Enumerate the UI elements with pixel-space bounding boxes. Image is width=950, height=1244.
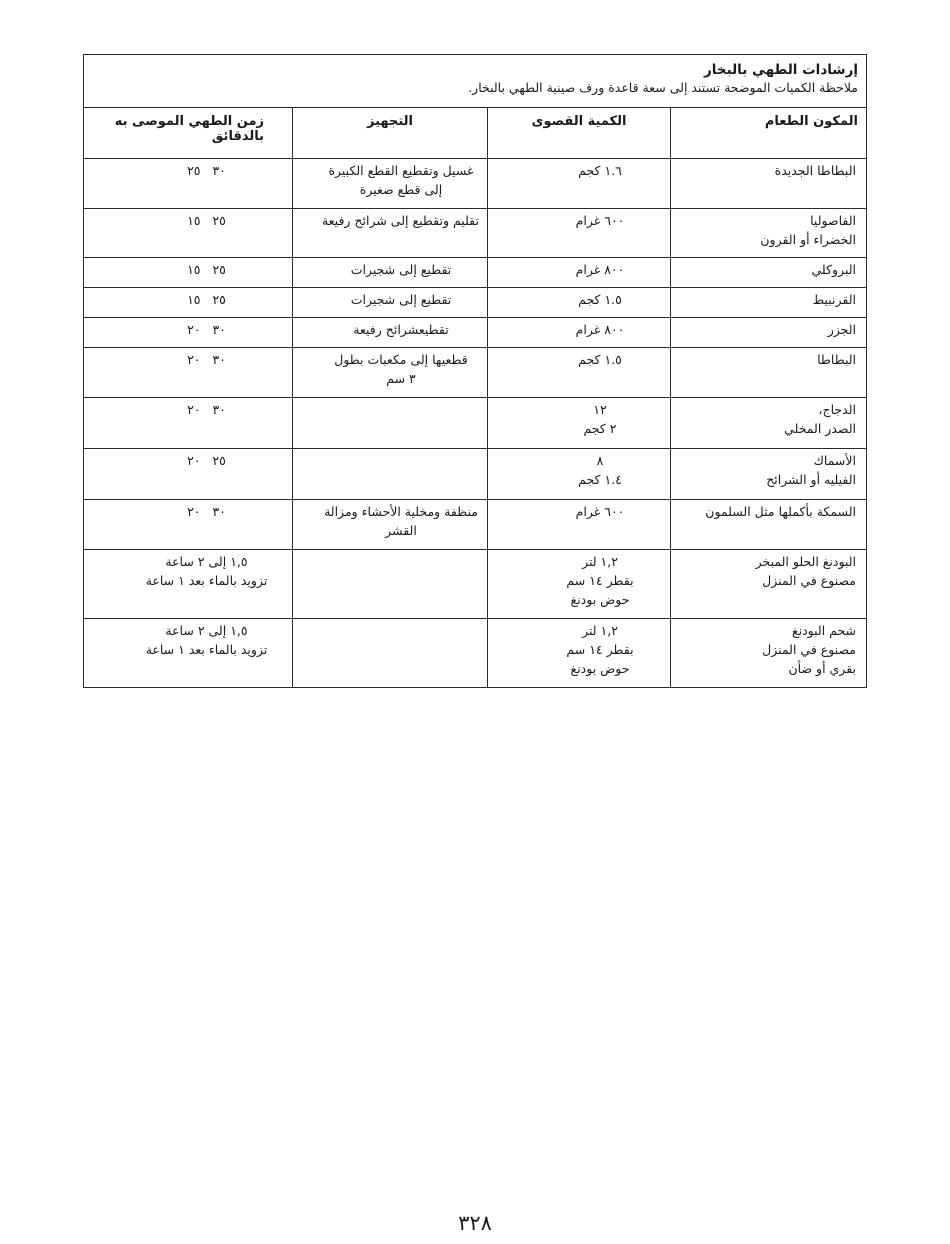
cell-quantity-line: حوض بودنغ bbox=[570, 592, 630, 607]
cell-food-line: شحم البودنغ bbox=[791, 623, 856, 638]
cell-time-line: ٢٥ ١٥ bbox=[187, 292, 226, 307]
cell-preparation bbox=[293, 348, 488, 398]
table-row bbox=[84, 449, 867, 500]
cell-food-line: السمكة بأكملها مثل السلمون bbox=[705, 504, 856, 519]
cell-food bbox=[671, 550, 867, 619]
cell-preparation-line: تقطيع إلى شجيرات bbox=[350, 262, 452, 277]
cell-food-line: مصنوع في المنزل bbox=[762, 573, 856, 588]
steam-cooking-table bbox=[83, 54, 867, 688]
cell-preparation bbox=[293, 550, 488, 619]
cell-time bbox=[84, 288, 293, 318]
table-row bbox=[84, 398, 867, 449]
table-row bbox=[84, 348, 867, 398]
cell-time-line: تزويد بالماء بعد ١ ساعة bbox=[145, 642, 268, 657]
cell-preparation bbox=[293, 449, 488, 500]
cell-time bbox=[84, 159, 293, 209]
cell-time bbox=[84, 550, 293, 619]
cell-quantity-line: ٨٠٠ غرام bbox=[575, 262, 625, 277]
header-food: المكون الطعام bbox=[671, 108, 867, 159]
cell-time-line: ٢٥ ٢٠ bbox=[187, 453, 226, 468]
cell-quantity-line: ١.٦ كجم bbox=[578, 163, 622, 178]
cell-food bbox=[671, 398, 867, 449]
cell-food bbox=[671, 288, 867, 318]
table-row bbox=[84, 209, 867, 258]
cell-quantity-line: ١٢ bbox=[593, 402, 607, 417]
cell-food-line: الأسماك bbox=[813, 453, 856, 468]
cell-food-line: القرنبيط bbox=[812, 292, 856, 307]
cell-quantity bbox=[488, 288, 671, 318]
cell-time-line: ٣٠ ٢٠ bbox=[187, 352, 226, 367]
cell-quantity bbox=[488, 209, 671, 258]
document bbox=[84, 54, 867, 688]
cell-preparation bbox=[293, 159, 488, 209]
cell-quantity-line: ٦٠٠ غرام bbox=[575, 213, 625, 228]
cell-quantity bbox=[488, 258, 671, 288]
cell-quantity-line: حوض بودنغ bbox=[570, 661, 630, 676]
cell-preparation-line: غسيل وتقطيع القطع الكبيرة bbox=[328, 163, 474, 178]
table-title: إرشادات الطهي بالبخار bbox=[704, 62, 858, 78]
cell-food bbox=[671, 258, 867, 288]
cell-food bbox=[671, 348, 867, 398]
cell-time-line: ٣٠ ٢٠ bbox=[187, 504, 226, 519]
cell-food-line: الصدر المخلي bbox=[784, 421, 856, 436]
cell-preparation bbox=[293, 398, 488, 449]
title-row bbox=[84, 55, 867, 108]
cell-time bbox=[84, 209, 293, 258]
cell-preparation-line: القشر bbox=[385, 523, 417, 538]
header-preparation: التجهيز bbox=[293, 108, 488, 159]
cell-food-line: الدجاج، bbox=[818, 402, 856, 417]
cell-preparation-line: ٣ سم bbox=[386, 371, 416, 386]
cell-food bbox=[671, 449, 867, 500]
cell-food-line: الجزر bbox=[827, 322, 856, 337]
cell-food-line: البطاطا الجديدة bbox=[774, 163, 856, 178]
cell-preparation-line: إلى قطع صغيرة bbox=[359, 182, 443, 197]
cell-time-line: ٣٠ ٢٠ bbox=[187, 322, 226, 337]
cell-food-line: البطاطا bbox=[817, 352, 856, 367]
cell-food bbox=[671, 619, 867, 688]
table-note: ملاحظة الكميات الموضحة تستند إلى سعة قاعدة ورف صينية الطهي بالبخار. bbox=[468, 80, 858, 95]
cell-time-line: ٢٥ ١٥ bbox=[187, 262, 226, 277]
table-row bbox=[84, 258, 867, 288]
cell-preparation bbox=[293, 209, 488, 258]
table-row bbox=[84, 318, 867, 348]
cell-preparation-line: تقطيعشرائح رفيعة bbox=[353, 322, 449, 337]
cell-quantity-line: ١.٥ كجم bbox=[578, 292, 622, 307]
cell-preparation-line: تقطيع إلى شجيرات bbox=[350, 292, 452, 307]
cell-quantity-line: ١.٤ كجم bbox=[578, 472, 622, 487]
title-cell bbox=[84, 55, 867, 108]
cell-quantity bbox=[488, 159, 671, 209]
cell-quantity-line: بقطر ١٤ سم bbox=[566, 573, 634, 588]
cell-time bbox=[84, 619, 293, 688]
header-row bbox=[84, 108, 867, 159]
page-number: ٣٢٨ bbox=[458, 1211, 492, 1235]
cell-quantity bbox=[488, 500, 671, 550]
cell-time-line: تزويد بالماء بعد ١ ساعة bbox=[145, 573, 268, 588]
table-body bbox=[84, 159, 867, 688]
cell-time bbox=[84, 449, 293, 500]
cell-preparation-line: تقليم وتقطيع إلى شرائح رفيعة bbox=[321, 213, 479, 228]
cell-preparation-line: منظفة ومخلية الأحشاء ومزالة bbox=[324, 504, 478, 519]
cell-quantity-line: ٦٠٠ غرام bbox=[575, 504, 625, 519]
cell-time bbox=[84, 258, 293, 288]
cell-time-line: ٣٠ ٢٠ bbox=[187, 402, 226, 417]
cell-quantity-line: ٨ bbox=[596, 453, 604, 468]
table-row bbox=[84, 619, 867, 688]
cell-food-line: البروكلي bbox=[811, 262, 856, 277]
cell-quantity bbox=[488, 398, 671, 449]
cell-food bbox=[671, 500, 867, 550]
header-quantity: الكمية القصوى bbox=[488, 108, 671, 159]
cell-preparation bbox=[293, 288, 488, 318]
cell-time bbox=[84, 318, 293, 348]
cell-preparation-line: قطعيها إلى مكعبات بطول bbox=[334, 352, 468, 367]
cell-time-line: ٢٥ ١٥ bbox=[187, 213, 226, 228]
cell-time bbox=[84, 348, 293, 398]
cell-preparation bbox=[293, 500, 488, 550]
cell-quantity bbox=[488, 550, 671, 619]
cell-preparation bbox=[293, 619, 488, 688]
cell-time-line: ١,٥ إلى ٢ ساعة bbox=[165, 623, 248, 638]
cell-quantity bbox=[488, 318, 671, 348]
header-time: زمن الطهي الموصى به بالدقائق bbox=[84, 108, 293, 159]
cell-food bbox=[671, 209, 867, 258]
cell-food-line: مصنوع في المنزل bbox=[762, 642, 856, 657]
table-row bbox=[84, 550, 867, 619]
cell-quantity-line: ١,٢ لتر bbox=[582, 623, 618, 638]
cell-time-line: ٣٠ ٢٥ bbox=[187, 163, 226, 178]
cell-quantity bbox=[488, 449, 671, 500]
cell-time bbox=[84, 398, 293, 449]
cell-quantity-line: ٢ كجم bbox=[583, 421, 617, 436]
cell-food-line: الفيليه أو الشرائح bbox=[766, 472, 856, 487]
cell-time bbox=[84, 500, 293, 550]
cell-preparation bbox=[293, 318, 488, 348]
cell-food-line: البودنغ الحلو المبخر bbox=[755, 554, 856, 569]
table-row bbox=[84, 500, 867, 550]
cell-time-line: ١,٥ إلى ٢ ساعة bbox=[165, 554, 248, 569]
cell-quantity-line: بقطر ١٤ سم bbox=[566, 642, 634, 657]
cell-quantity-line: ٨٠٠ غرام bbox=[575, 322, 625, 337]
table-row bbox=[84, 159, 867, 209]
cell-food bbox=[671, 159, 867, 209]
cell-food bbox=[671, 318, 867, 348]
cell-quantity bbox=[488, 619, 671, 688]
cell-quantity bbox=[488, 348, 671, 398]
cell-quantity-line: ١.٥ كجم bbox=[578, 352, 622, 367]
cell-food-line: الخضراء أو القرون bbox=[760, 232, 856, 247]
cell-preparation bbox=[293, 258, 488, 288]
cell-food-line: الفاصوليا bbox=[810, 213, 856, 228]
cell-food-line: بقري أو ضأن bbox=[788, 661, 856, 676]
cell-quantity-line: ١,٢ لتر bbox=[582, 554, 618, 569]
table-row bbox=[84, 288, 867, 318]
